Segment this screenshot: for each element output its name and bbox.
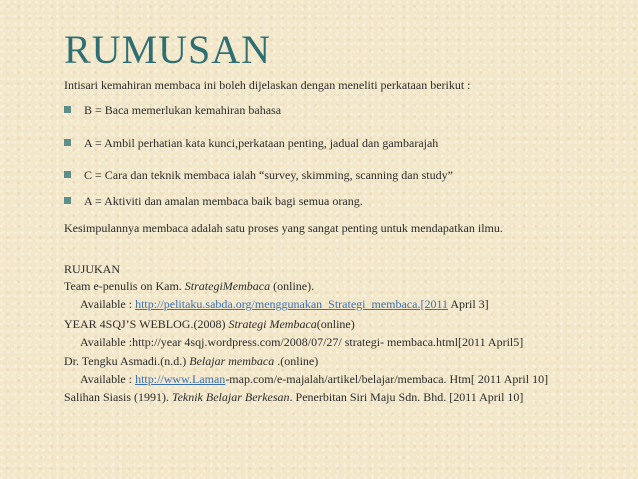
reference-3: Dr. Tengku Asmadi.(n.d.) Belajar membaca .(online) (64, 354, 319, 368)
square-bullet-icon (64, 106, 71, 113)
intro-text: Intisari kemahiran membaca ini boleh dijelaskan dengan meneliti perkataan berikut : (64, 78, 471, 92)
references-heading: RUJUKAN (64, 262, 121, 276)
reference-2: YEAR 4SQJ’S WEBLOG.(2008) Strategi Membaca(online) (64, 317, 355, 331)
square-bullet-icon (64, 171, 71, 178)
square-bullet-icon (64, 139, 71, 146)
square-bullet-icon (64, 197, 71, 204)
reference-1: Team e-penulis on Kam. StrategiMembaca (online). (64, 279, 315, 293)
conclusion-text: Kesimpulannya membaca adalah satu proses yang sangat penting untuk mendapatkan ilmu. (64, 221, 503, 235)
reference-1-link[interactable]: http://pelitaku.sabda.org/menggunakan_Strategi_membaca.[2011 (135, 297, 449, 311)
reference-2-availability: Available :http://year 4sqj.wordpress.com/2008/07/27/ strategi- membaca.html[2011 April5] (80, 335, 524, 349)
reference-3-link[interactable]: http://www.Laman (135, 372, 226, 386)
reference-4: Salihan Siasis (1991). Teknik Belajar Berkesan. Penerbitan Siri Maju Sdn. Bhd. [2011 April 10] (64, 390, 524, 404)
reference-3-availability: Available : http://www.Laman-map.com/e-majalah/artikel/belajar/membaca. Htm[ 2011 April 10] (80, 372, 549, 386)
slide: RUMUSAN Intisari kemahiran membaca ini boleh dijelaskan dengan meneliti perkataan berikut : B = Baca memerlukan kemahiran bahasa A = Ambil perhatian kata kunci,perkataan penting, jadual dan gambarajah C = Cara dan teknik membaca ialah “survey, skimming, scanning dan study” A = Aktiviti dan amalan membaca baik bagi semua orang. Kesimpulannya membaca adalah satu proses yang sangat penting untuk mendapatkan ilmu. RUJUKAN Team e-penulis on Kam. StrategiMembaca (online). Available : http://pelitaku.sabda.org/menggunakan_Strategi_membaca.[2011 April 3] YEAR 4SQJ’S WEBLOG.(2008) Strategi Membaca(online) Available :http://year 4sqj.wordpress.com/2008/07/27/ strategi- membaca.html[2011 April5] Dr. Tengku Asmadi.(n.d.) Belajar membaca .(online) Available : http://www.Laman-map.com/e-majalah/artikel/belajar/membaca. Htm[ 2011 April 10] Salihan Siasis (1991). Teknik Belajar Berkesan. Penerbitan Siri Maju Sdn. Bhd. [2011 April 10] (64, 27, 549, 404)
reference-1-availability: Available : http://pelitaku.sabda.org/menggunakan_Strategi_membaca.[2011 April 3] (80, 297, 489, 311)
slide-title: RUMUSAN (64, 27, 272, 72)
